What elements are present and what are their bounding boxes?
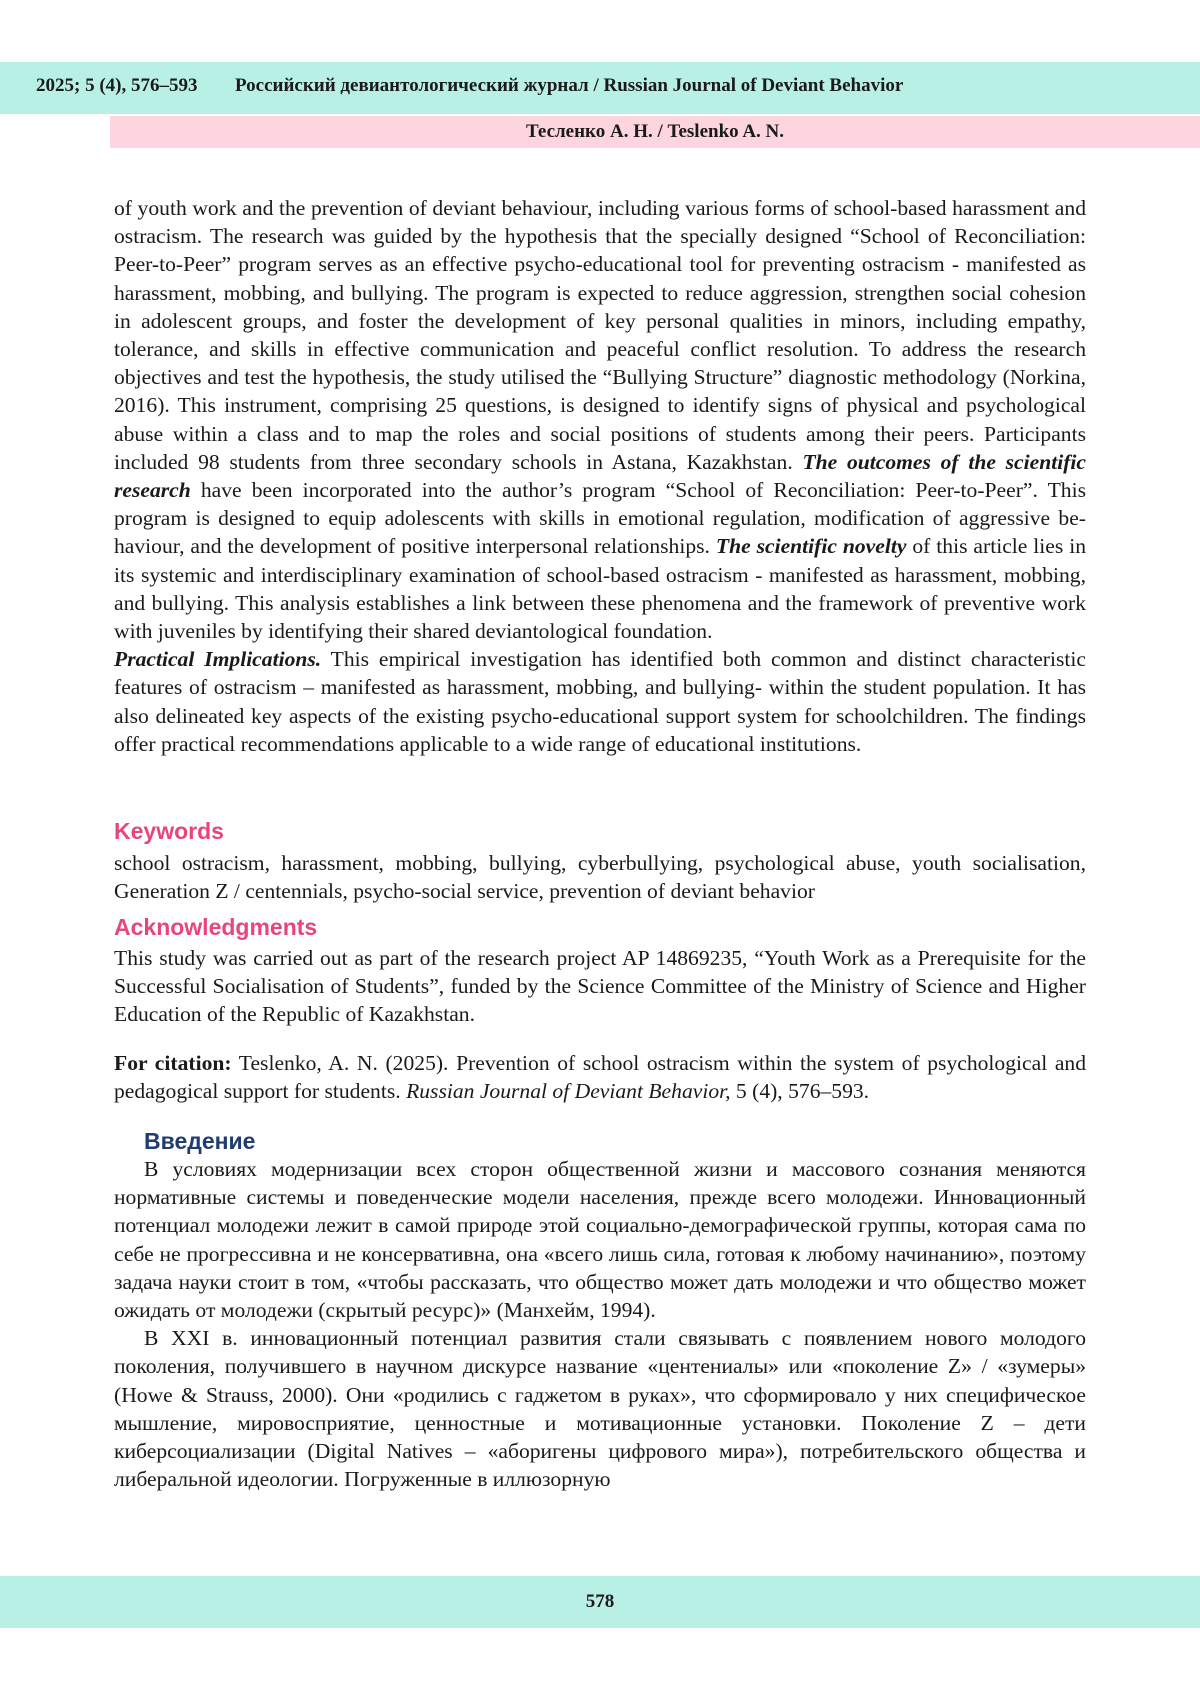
acknowledgments-section <box>114 914 1086 1029</box>
introduction-heading: Введение <box>144 1128 256 1154</box>
introduction-paragraph-2: В XXI в. инновационный потенциал развития стали связывать с появлением нового молодого поколения, получившего в научном дискурсе название «центениалы» или «поколение Z» / «зумеры» (Howe & Strauss, 2000). Они «родились с гаджетом в руках», что сформировало у них специфическое мышление, мировосприятие, ценностные и мотивационные установки. Поколение Z – дети киберсоциализации (Digital Natives – «аборигены цифрового мира»), потребительского общества и либеральной идеологии. Погруженные в иллюзорную <box>114 1326 1086 1492</box>
journal-header-bar <box>0 62 1200 114</box>
abstract-part-4: This empirical investigation has identified both common and distinct characteristic features of ostracism – manifested as harassment, mobbing, and bullying- within the student population. It has also delineated key aspects of the existing psycho-educational support system for schoolchildren. The findings offer practical recommendations applicable to a wide range of educational institutions. <box>114 647 1086 756</box>
abstract-text <box>114 194 1086 758</box>
journal-reference: 2025; 5 (4), 576–593 <box>36 75 198 96</box>
keywords-text: school ostracism, harassment, mobbing, bullying, cyberbullying, psychological abuse, youth socialisation, Generation Z / centennials, psycho-social service, prevention of deviant behavior <box>114 851 1086 904</box>
introduction-paragraph-1: В условиях модернизации всех сторон общественной жизни и массового сознания меняются нормативные системы и поведенческие модели населения, прежде всего молодежи. Инновационный потенциал молодежи лежит в самой природе этой социально-демографической группы, которая сама по себе не прогрессивна и не консервативна, она «всего лишь сила, готовая к любому начинанию», поэтому задача науки стоит в том, «чтобы рассказать, что общество может дать молодежи и что общество может ожидать от молодежи (скрытый ресурс)» (Манхейм, 1994). <box>114 1157 1086 1323</box>
author-header-bar <box>110 116 1200 148</box>
acknowledgments-text: This study was carried out as part of the research project AP 14869235, “Youth Work as a Prerequisite for the Successful Socialisation of Students”, funded by the Science Committee of the Ministry of Science and Higher Education of the Republic of Kazakhstan. <box>114 946 1086 1027</box>
novelty-label: The scientific novelty <box>715 534 907 559</box>
running-authors: Тесленко А. Н. / Teslenko A. N. <box>525 121 785 142</box>
abstract-part-3: of this article lies in its systemic and interdisciplinary examination of school-based ostracism - manifested as harassment, mobbing, and bullying. This analysis establishes a link between these phenomena and the framework of preventive work with juveniles by identifying their shared deviantological foundation. <box>114 534 1086 644</box>
acknowledgments-heading: Acknowledgments <box>114 914 318 940</box>
citation-block <box>114 1049 1086 1105</box>
citation-tail: 5 (4), 576–593. <box>730 1079 870 1104</box>
abstract-part-1: of youth work and the prevention of deviant behaviour, including various forms of school-based harassment and ostracism. The research was guided by the hypothesis that the specially designed “School of Reconciliation: Peer-to-Peer” program serves as an effective psycho-educational tool for preventing ostracism - manifested as harassment, mobbing, and bullying. The program is expected to reduce aggression, strengthen social cohesion in adolescent groups, and foster the development of key personal qualities in minors, including empathy, tolerance, and skills in effective communication and peaceful conflict resolution. To address the research objectives and test the hypothesis, the study utilised the “Bullying Structure” diagnostic methodology (Norkina, 2016). This instrument, comprising 25 questions, is designed to identify signs of physical and psychological abuse within a class and to map the roles and social positions of students among their peers. Participants included 98 students from three secondary schools in Astana, Kazakhstan. <box>114 196 1086 474</box>
introduction-section <box>114 1128 1086 1493</box>
outcomes-label: The outcomes of the scientific research <box>114 449 1086 503</box>
abstract-part-2: have been incorporated into the author’s program “School of Reconciliation: Peer-to-Peer”. This program is designed to equip adolescents with skills in emotional regulation, modification of aggressive behaviour, and the development of positive interpersonal relationships. <box>114 478 1086 559</box>
keywords-section <box>114 818 1086 905</box>
journal-title: Российский девиантологический журнал / Russian Journal of Deviant Behavior <box>235 75 904 96</box>
page-footer-bar <box>0 1576 1200 1628</box>
citation-body: Teslenko, A. N. (2025). Prevention of school ostracism within the system of psychological and pedagogical support for students. <box>114 1051 1086 1104</box>
citation-text <box>114 1049 1086 1105</box>
citation-journal: Russian Journal of Deviant Behavior, <box>406 1079 731 1104</box>
practical-label: Practical Implications. <box>114 647 322 672</box>
keywords-heading: Keywords <box>114 818 224 844</box>
page-number: 578 <box>585 1591 615 1612</box>
abstract-block <box>114 194 1086 758</box>
citation-label: For citation: <box>114 1051 232 1075</box>
